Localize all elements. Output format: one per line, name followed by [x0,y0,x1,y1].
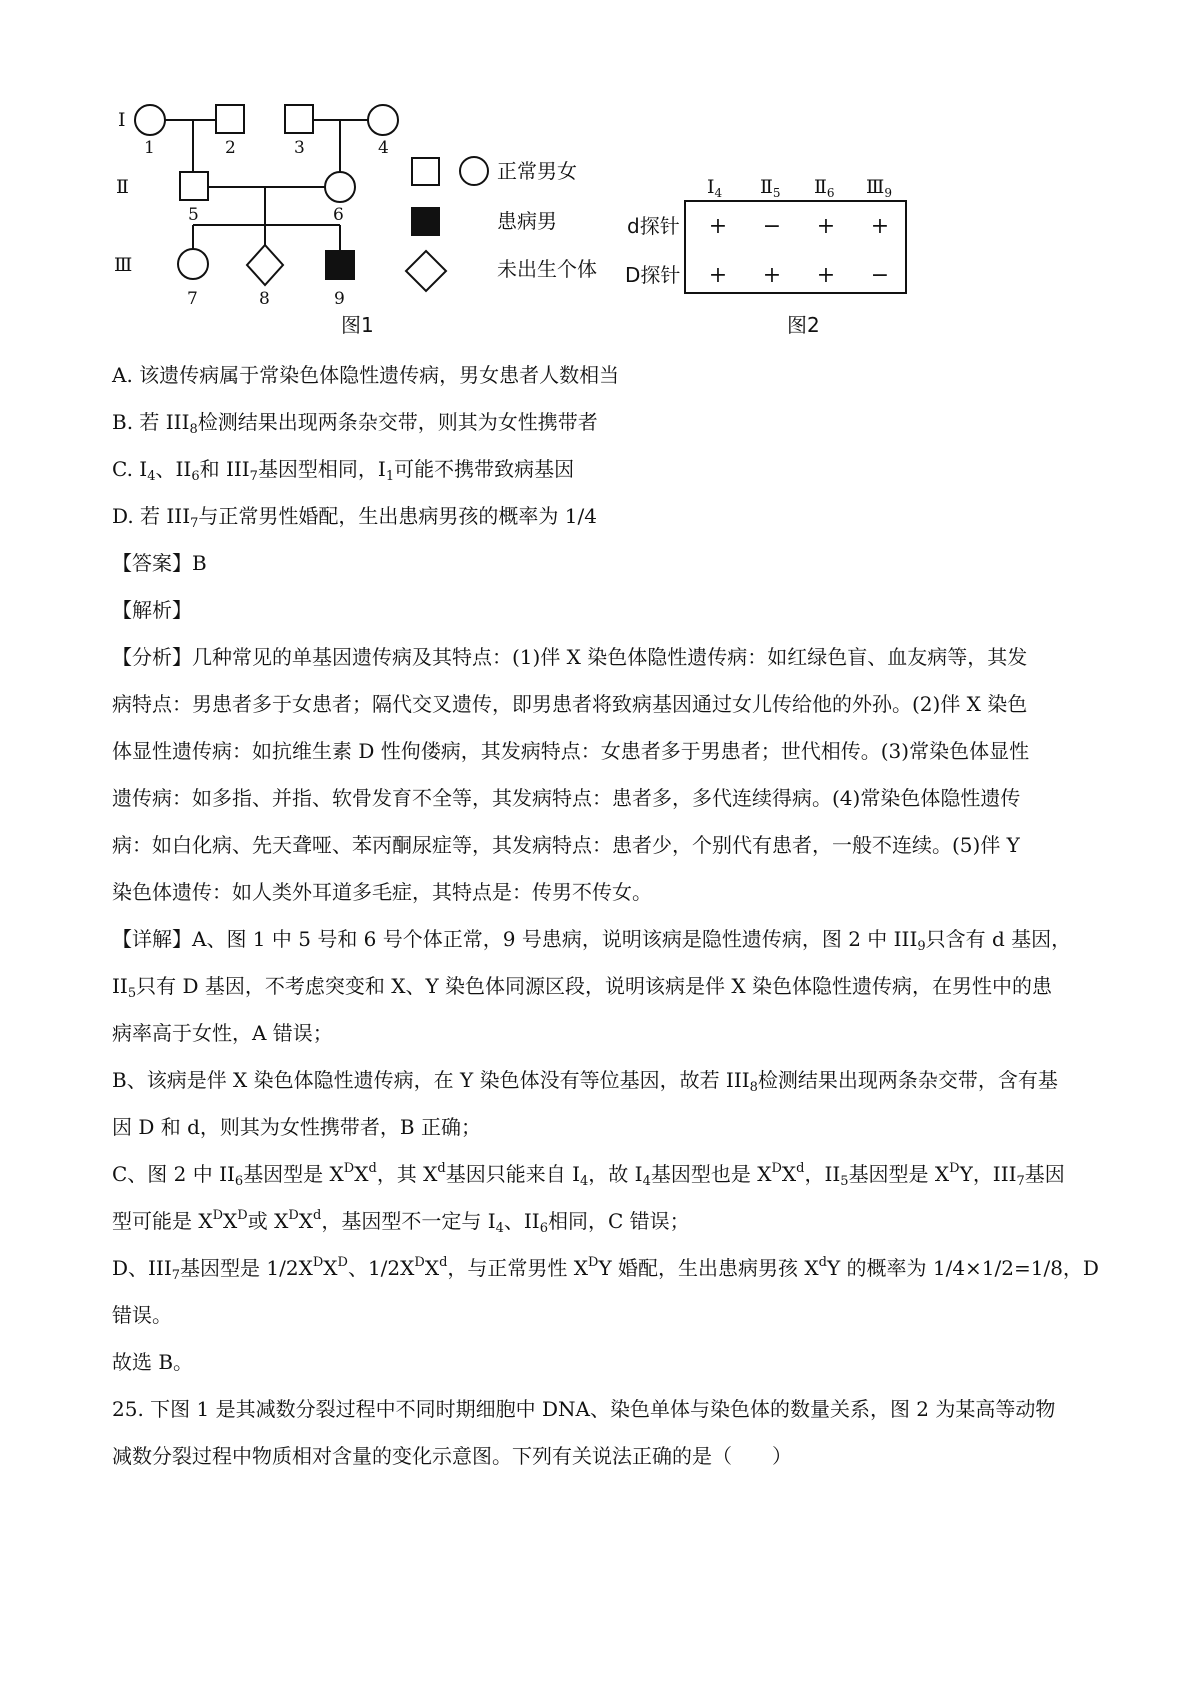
column-header-1: $Ⅰ_4$ [707,176,723,200]
detail-d-paragraph: D、$III_7$基因型是 $1/2X^DX^D$、$1/2X^DX^d$，与正常男性 $X^DY$ 婚配，生出患病男孩 $X^dY$ 的概率为 1/4×1/2=1/8，D 错误。 [112,1255,1099,1327]
individual-5-male [180,172,208,200]
individual-6-female [325,172,355,202]
probe-cell: + [816,214,836,239]
generation-label-I: Ⅰ [118,109,126,131]
probe-cell: + [708,263,728,288]
column-header-4: $Ⅲ_9$ [866,176,892,200]
individual-number-5: 5 [188,205,199,225]
answer: 【答案】B [112,551,207,575]
question-25: 25. 下图 1 是其减数分裂过程中不同时期细胞中 DNA、染色单体与染色体的数量关系，图 2 为某高等动物 减数分裂过程中物质相对含量的变化示意图。下列有关说法正确的是（ ） [112,1397,1056,1468]
generation-label-II: Ⅱ [116,176,129,198]
column-header-3: $Ⅱ_6$ [814,176,835,200]
legend-normal-female-icon [460,157,488,185]
figure1-caption: 图1 [341,313,374,337]
figures [0,0,1200,360]
individual-1-female [135,105,165,135]
probe-cell: + [762,263,782,288]
probe-table [625,176,906,293]
probe-cell: + [816,263,836,288]
pedigree-chart [135,105,398,285]
row-label-d-probe: d探针 [627,214,680,238]
individual-9-affected-male [326,251,354,279]
document-body [112,352,1100,1480]
pedigree-figures-svg [0,0,1200,360]
probe-cell: − [870,263,890,288]
individual-number-6: 6 [333,205,344,225]
individual-number-1: 1 [144,138,155,158]
individual-number-4: 4 [378,138,389,158]
conclusion: 故选 B。 [112,1350,194,1374]
detail-b-paragraph: B、该病是伴 X 染色体隐性遗传病，在 Y 染色体没有等位基因，故若 $III_8$检测结果出现两条杂交带，含有基 因 D 和 d，则其为女性携带者，B 正确； [112,1068,1058,1139]
explanation-heading: 【解析】 [112,598,192,622]
legend-unborn-label: 未出生个体 [497,257,597,281]
figure2-caption: 图2 [787,313,820,337]
detail-c-paragraph: C、图 2 中 $II_6$基因型是 $X^DX^d$，其 $X^d$基因只能来自 $I_4$，故 $I_4$基因型也是 $X^DX^d$，$II_5$基因型是 $X^DY$，$III_7$基因 型可能是 $X^DX^D$或 $X^DX^d$，基因型不一定与 $I_4$、$II_6$相同，C 错误； [112,1161,1065,1236]
generation-label-III: Ⅲ [114,254,133,276]
probe-cell: − [762,214,782,239]
pedigree-legend [406,157,488,291]
individual-8-unborn [247,245,283,285]
individual-2-male [216,105,244,133]
individual-number-9: 9 [334,289,345,309]
individual-4-female [368,105,398,135]
option-b: B. 若 $III_8$检测结果出现两条杂交带，则其为女性携带者 [112,410,598,437]
option-c: C. $I_4$、$II_6$和 $III_7$基因型相同，$I_1$可能不携带致病基因 [112,457,575,484]
option-a: A. 该遗传病属于常染色体隐性遗传病，男女患者人数相当 [112,363,620,387]
row-label-D-probe: D探针 [625,263,681,287]
individual-number-3: 3 [294,138,305,158]
individual-3-male [285,105,313,133]
individual-number-7: 7 [187,289,198,309]
legend-normal-male-icon [412,158,439,185]
detail-a-paragraph: 【详解】A、图 1 中 5 号和 6 号个体正常，9 号患病，说明该病是隐性遗传病，图 2 中 $III_9$只含有 d 基因， $II_5$只有 D 基因，不考虑突变和 X、Y 染色体同源区段，说明该病是伴 X 染色体隐性遗传病，在男性中的患 病率高于女性，A 错误； [112,927,1072,1045]
probe-cell: + [870,214,890,239]
individual-number-2: 2 [225,138,236,158]
legend-normal-label: 正常男女 [497,159,577,183]
legend-affected-label: 患病男 [497,209,557,233]
legend-affected-male-icon [412,208,439,235]
individual-number-8: 8 [259,289,270,309]
column-header-2: $Ⅱ_5$ [760,176,781,200]
probe-cell: + [708,214,728,239]
option-d: D. 若 $III_7$与正常男性婚配，生出患病男孩的概率为 1/4 [112,504,597,531]
legend-unborn-icon [406,251,446,291]
analysis-paragraph: 【分析】几种常见的单基因遗传病及其特点：(1)伴 X 染色体隐性遗传病：如红绿色盲、血友病等，其发 病特点：男患者多于女患者；隔代交叉遗传，即男患者将致病基因通过女儿传给他的外孙。(2)伴 X 染色 体显性遗传病：如抗维生素 D 性佝偻病，其发病特点：女患者多于男患者；世代相传。(3)常染色体显性 遗传病：如多指、并指、软骨发育不全等，其发病特点：患者多，多代连续得病。(4)常染色体隐性遗传 病：如白化病、先天聋哑、苯丙酮尿症等，其发病特点：患者少，个别代有患者，一般不连续。(5)伴 Y 染色体遗传：如人类外耳道多毛症，其特点是：传男不传女。 [112,645,1030,904]
individual-7-female [178,249,208,279]
